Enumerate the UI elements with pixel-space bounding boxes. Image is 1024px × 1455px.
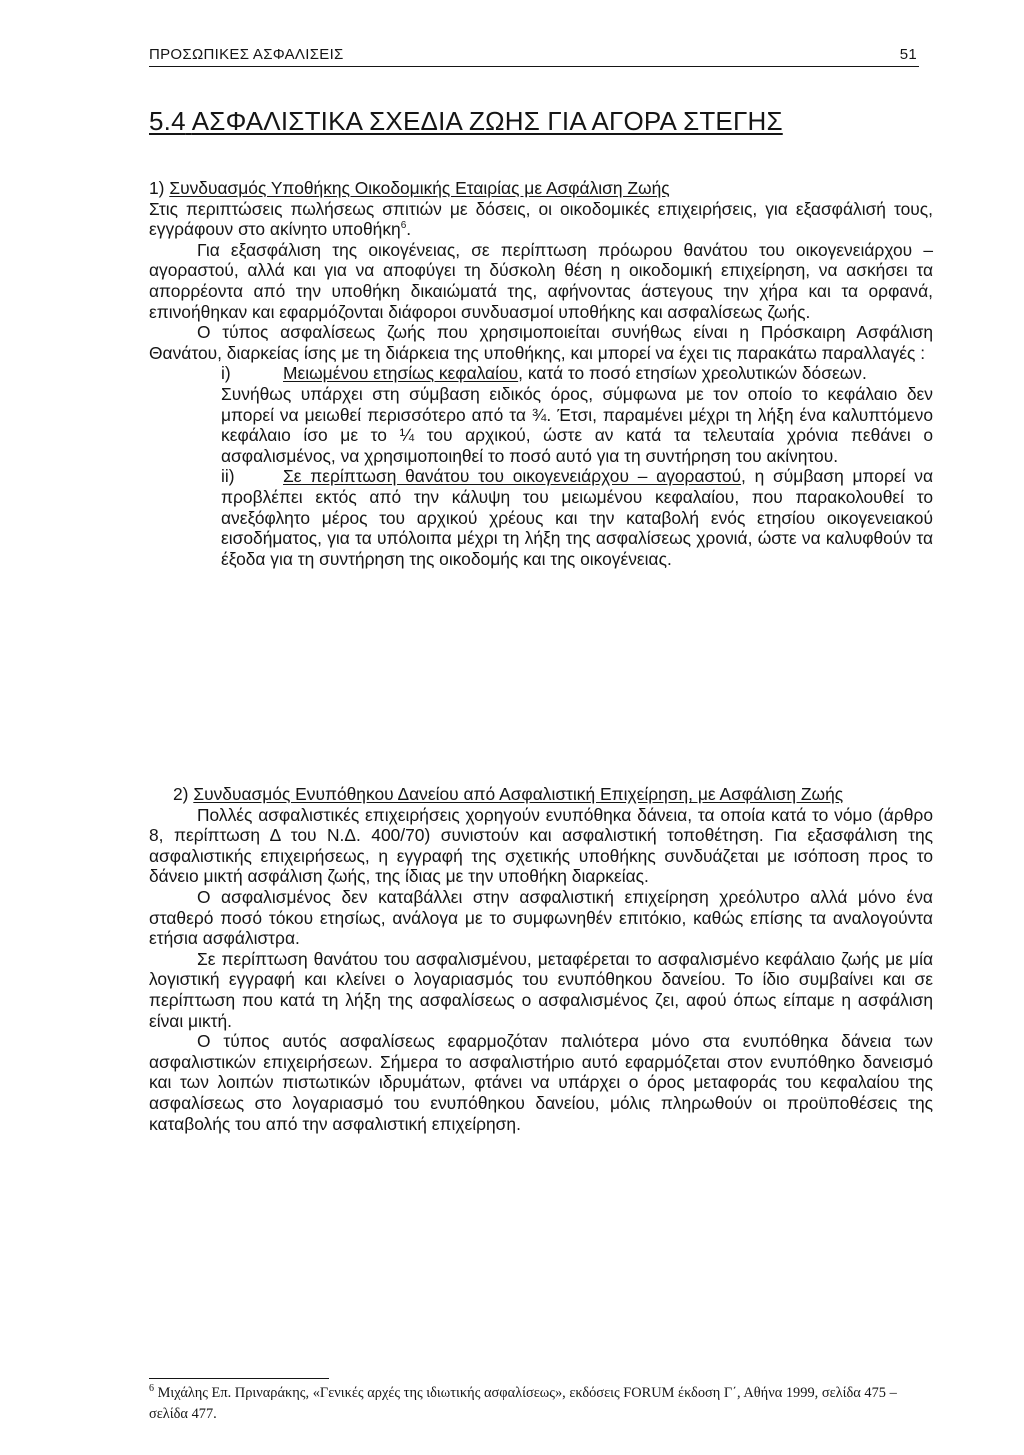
sub-ii-marker: ii): [221, 466, 235, 487]
item-1-intro: [149, 199, 933, 240]
sub-i-heading: [221, 363, 933, 384]
page-number: 51: [899, 46, 917, 63]
item-2-para-4: Ο τύπος αυτός ασφαλίσεως εφαρμοζόταν παλιότερα μόνο στα ενυπόθηκα δάνεια των ασφαλιστικών επιχειρήσεων. Σήμερα το ασφαλιστήριο αυτό εφαρμόζεται στον ενυπόθηκο δανεισμό και των λοιπών πιστωτικών ιδρυμάτων, φτάνει να υπάρχει ο όρος μεταφοράς του κεφαλαίου της ασφαλίσεως στο λογαριασμό του ενυπόθηκου δανείου, μόλις πληρωθούν οι προϋποθέσεις της καταβολής του από την ασφαλιστική επιχείρηση.: [149, 1031, 933, 1134]
footnote: [149, 1383, 929, 1425]
sub-ii-heading-rest: , η σύμβαση μπορεί να προβλέπει εκτός από την κάλυψη του μειωμένου κεφαλαίου, που παρακολουθεί το ανεξόφλητο μέρος του αρχικού χρέους και την καταβολή ενός ετησίου οικογενειακού εισοδήματος, για τα υπόλοιπα μέχρι τη λήξη της ασφαλίσεως χρονιά, ώστε να καλυφθούν τα έξοδα για τη συντήρηση της οικοδομής και της οικογένειας.: [221, 466, 933, 569]
footnote-marker: 6: [149, 1383, 154, 1395]
footnote-body: Μιχάλης Επ. Πριναράκης, «Γενικές αρχές της ιδιωτικής ασφαλίσεως», εκδόσεις FORUM έκδοση Γ΄, Αθήνα 1999, σελίδα 475 – σελίδα 477.: [149, 1385, 897, 1422]
item-1-para-2: Ο τύπος ασφαλίσεως ζωής που χρησιμοποιείται συνήθως είναι η Πρόσκαιρη Ασφάλιση Θανάτου, διαρκείας ίσης με τη διάρκεια της υποθήκης, και μπορεί να έχει τις παρακάτω παραλλαγές :: [149, 322, 933, 363]
item-1-intro-end: .: [406, 219, 412, 240]
section-number: 5.4: [149, 106, 186, 136]
item-1-sub-i: [149, 363, 933, 569]
sub-ii-heading-text: Σε περίπτωση θανάτου του οικογενειάρχου – αγοραστού: [283, 466, 742, 487]
item-1-intro-text: Στις περιπτώσεις πωλήσεως σπιτιών με δόσεις, οι οικοδομικές επιχειρήσεις, για εξασφάλισή τους, εγγράφουν στο ακίνητο υποθήκη: [149, 198, 933, 240]
item-2-para-3: Σε περίπτωση θανάτου του ασφαλισμένου, μεταφέρεται το ασφαλισμένο κεφάλαιο ζωής με μία λογιστική εγγραφή και κλείνει ο λογαριασμός του ενυπόθηκου δανείου. Το ίδιο συμβαίνει και σε περίπτωση που κατά τη λήξη της ασφαλίσεως ο ασφαλισμένος ζει, αφού όπως είπαμε η ασφάλιση είναι μικτή.: [149, 948, 933, 1031]
sub-ii-heading: [221, 466, 933, 569]
item-2-number: 2): [173, 784, 189, 804]
item-1-para-1: Για εξασφάλιση της οικογένειας, σε περίπτωση πρόωρου θανάτου του οικογενειάρχου – αγοραστού, αλλά και για να αποφύγει τη δύσκολη θέση η οικοδομική επιχείρηση, να ασκήσει τα απορρέοντα από την υποθήκη δικαιώματά της, αφήνοντας άστεγους την χήρα και τα ορφανά, επινοήθηκαν και εφαρμόζονται διάφοροι συνδυασμοί υποθήκης και ασφαλίσεως ζωής.: [149, 239, 933, 322]
section-title: [149, 106, 783, 137]
item-2-heading: [149, 784, 933, 805]
sub-i-marker: i): [221, 363, 231, 384]
item-2-heading-text: Συνδυασμός Ενυπόθηκου Δανείου από Ασφαλιστική Επιχείρηση, με Ασφάλιση Ζωής: [193, 784, 844, 804]
section-title-text: ΑΣΦΑΛΙΣΤΙΚΑ ΣΧΕΔΙΑ ΖΩΗΣ ΓΙΑ ΑΓΟΡΑ ΣΤΕΓΗΣ: [191, 106, 783, 136]
running-header-title: ΠΡΟΣΩΠΙΚΕΣ ΑΣΦΑΛΙΣΕΙΣ: [149, 46, 344, 63]
item-2-para-2: Ο ασφαλισμένος δεν καταβάλλει στην ασφαλιστική επιχείρηση χρεόλυτρο αλλά μόνο ένα σταθερό ποσό τόκου ετησίως, ανάλογα με το συμφωνηθέν επιτόκιο, καθώς επίσης τα αναλογούντα ετήσια ασφάλιστρα.: [149, 886, 933, 949]
footnote-ref: 6: [400, 220, 407, 232]
item-1-heading: [149, 178, 933, 199]
item-1-number: 1): [149, 178, 165, 198]
item-2-para-1: Πολλές ασφαλιστικές επιχειρήσεις χορηγούν ενυπόθηκα δάνεια, τα οποία κατά το νόμο (άρθρο 8, περίπτωση Δ του Ν.Δ. 400/70) συνιστούν και ασφαλιστική τοποθέτηση. Για εξασφάλιση της ασφαλιστικής επιχειρήσεως, η εγγραφή της σχετικής υποθήκης συνδυάζεται με ισόποση προς το δάνειο μικτή ασφάλιση ζωής, της ίδιας με την υποθήκη διαρκείας.: [149, 804, 933, 887]
item-2: [149, 784, 933, 1134]
item-1: [149, 178, 933, 569]
footnote-divider: [149, 1378, 329, 1379]
sub-i-para: Συνήθως υπάρχει στη σύμβαση ειδικός όρος, σύμφωνα με τον οποίο το κεφάλαιο δεν μπορεί να μειωθεί περισσότερο από τα ¾. Έτσι, παραμένει μέχρι τη λήξη ένα καλυπτόμενο κεφάλαιο ίσο με το ¼ του αρχικού, ώστε αν κατά τα τελευταία χρόνια πεθάνει ο ασφαλισμένος, να χρησιμοποιηθεί το ποσό αυτό για τη συντήρηση του ακίνητου.: [221, 383, 933, 466]
item-1-heading-text: Συνδυασμός Υποθήκης Οικοδομικής Εταιρίας με Ασφάλιση Ζωής: [169, 178, 670, 198]
sub-i-heading-text: Μειωμένου ετησίως κεφαλαίου: [283, 363, 519, 384]
footnote-text: [149, 1383, 929, 1425]
running-header: [149, 44, 919, 67]
sub-i-heading-rest: , κατά το ποσό ετησίων χρεολυτικών δόσεων.: [518, 363, 867, 384]
